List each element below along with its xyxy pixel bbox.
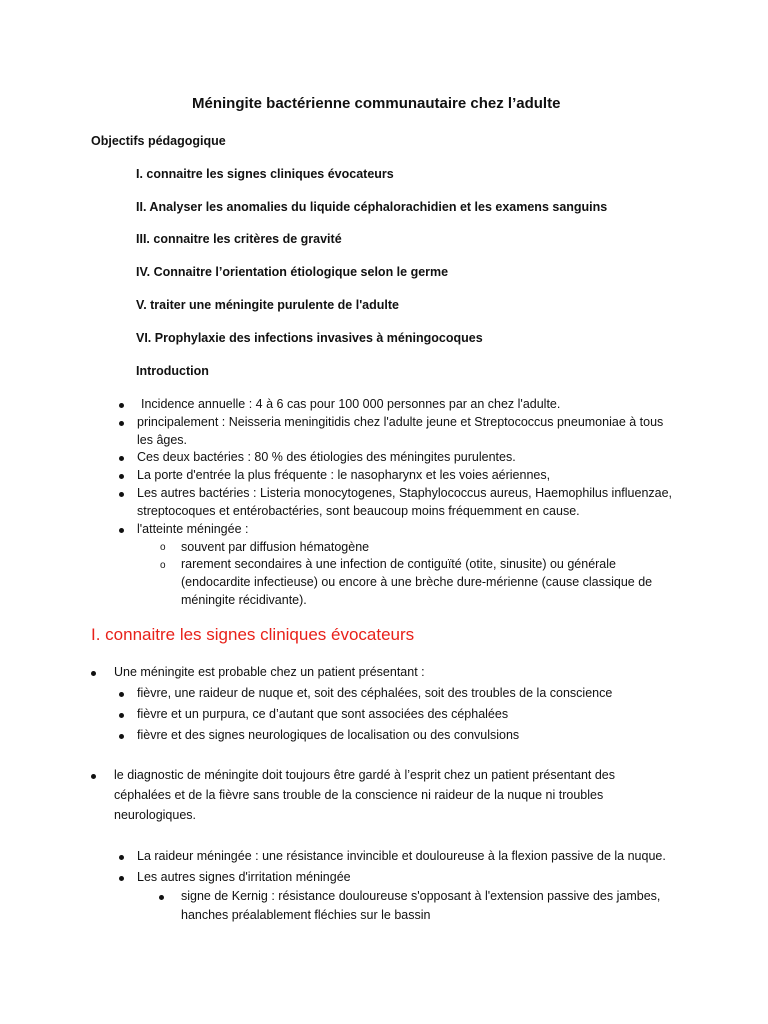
intro-bullet-text: Incidence annuelle : 4 à 6 cas pour 100 000 personnes par an chez l'adulte. [141,397,561,411]
bullet-icon [119,876,124,881]
bullet-icon [119,713,124,718]
intro-bullet-text: l'atteinte méningée : [137,522,249,536]
bullet-icon [91,671,96,676]
intro-bullet-text: principalement : Neisseria meningitidis chez l'adulte jeune et Streptococcus pneumoniae à tous [137,415,664,429]
intro-bullet-text: streptocoques et entérobactéries, sont beaucoup moins fréquemment en cause. [137,504,580,518]
objectif-item: V. traiter une méningite purulente de l'adulte [136,298,399,312]
bullet-icon [119,403,124,408]
intro-bullet-text: les âges. [137,433,188,447]
objectif-item: II. Analyser les anomalies du liquide céphalorachidien et les examens sanguins [136,200,608,214]
sub-bullet-icon: o [160,560,166,571]
objectif-item: VI. Prophylaxie des infections invasives à méningocoques [136,331,483,345]
objectif-item: I. connaitre les signes cliniques évocateurs [136,167,394,181]
diagnostic-text: le diagnostic de méningite doit toujours être gardé à l’esprit chez un patient présentant des [114,768,616,782]
bullet-icon [159,895,164,900]
kernig-text: hanches préalablement fléchies sur le bassin [181,908,431,922]
intro-bullet-text: Les autres bactéries : Listeria monocytogenes, Staphylococcus aureus, Haemophilus influenzae, [137,486,673,500]
section-item-text: fièvre et des signes neurologiques de localisation ou des convulsions [137,728,520,742]
raideur-text: La raideur méningée : une résistance invincible et douloureuse à la flexion passive de la nuque. [137,849,666,863]
kernig-text: signe de Kernig : résistance douloureuse s'opposant à l'extension passive des jambes, [181,889,661,903]
bullet-icon [119,492,124,497]
intro-bullet-text: La porte d'entrée la plus fréquente : le nasopharynx et les voies aériennes, [137,468,551,482]
document-title: Méningite bactérienne communautaire chez l’adulte [192,95,561,112]
bullet-icon [119,528,124,533]
diagnostic-text: céphalées et de la fièvre sans trouble de la conscience ni raideur de la nuque ni troubles [114,788,604,802]
objectifs-heading: Objectifs pédagogique [91,134,226,148]
objectif-item: IV. Connaitre l’orientation étiologique selon le germe [136,265,449,279]
intro-sub-bullet-text: méningite récidivante). [181,593,307,607]
section-item-text: fièvre, une raideur de nuque et, soit des céphalées, soit des troubles de la conscience [137,686,613,700]
section-item-text: fièvre et un purpura, ce d’autant que sont associées des céphalées [137,707,509,721]
bullet-icon [119,456,124,461]
bullet-icon [119,734,124,739]
bullet-icon [119,855,124,860]
section-heading: I. connaitre les signes cliniques évocateurs [91,625,415,644]
intro-sub-bullet-text: (endocardite infectieuse) ou encore à une brèche dure-mérienne (cause classique de [181,575,653,589]
objectif-item: III. connaitre les critères de gravité [136,232,342,246]
intro-sub-bullet-text: souvent par diffusion hématogène [181,540,370,554]
intro-sub-bullet-text: rarement secondaires à une infection de contiguïté (otite, sinusite) ou générale [181,557,616,571]
bullet-icon [119,421,124,426]
sub-bullet-icon: o [160,542,166,553]
bullet-icon [119,474,124,479]
autres-signes-text: Les autres signes d'irritation méningée [137,870,351,884]
diagnostic-text: neurologiques. [114,808,197,822]
bullet-icon [91,774,96,779]
introduction-heading: Introduction [136,364,209,378]
bullet-icon [119,692,124,697]
intro-bullet-text: Ces deux bactéries : 80 % des étiologies des méningites purulentes. [137,450,516,464]
section-lead-text: Une méningite est probable chez un patient présentant : [114,665,425,679]
